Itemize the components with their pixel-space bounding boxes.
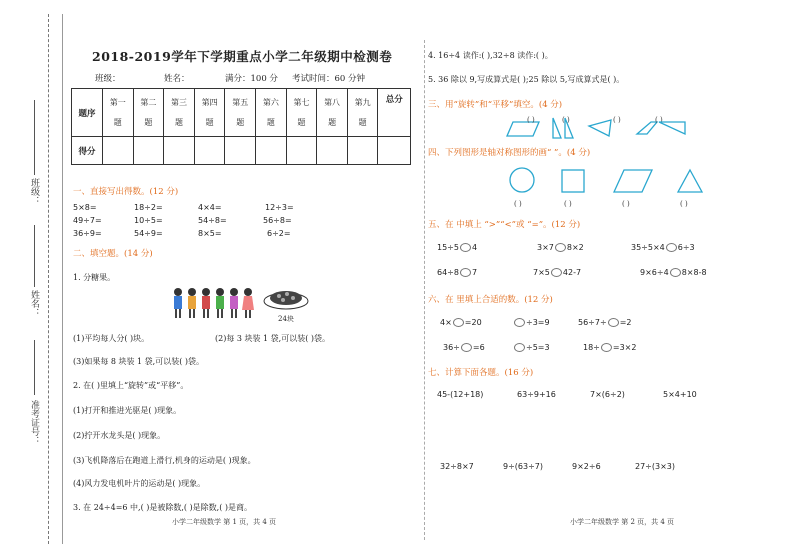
q2d-text: (4)风力发电机叶片的运动是( )现象。	[73, 479, 206, 488]
calc-expr: 63÷9+16	[517, 390, 556, 399]
col-3: 第三 题	[164, 89, 195, 137]
ticket-blank[interactable]	[34, 340, 35, 395]
score-cell[interactable]	[164, 137, 195, 165]
answer-circle[interactable]	[460, 243, 471, 252]
fill-item: ÷5=3	[513, 343, 550, 352]
score-cell[interactable]	[347, 137, 378, 165]
circle-shape	[510, 168, 534, 192]
score-cell[interactable]	[317, 137, 348, 165]
q5-text: 5. 36 除以 9,写成算式是( );25 除以 5,写成算式是( )。	[428, 75, 625, 84]
svg-text:( ): ( )	[613, 116, 621, 124]
calc-item: 54÷8=	[198, 216, 227, 225]
right-footer: 小学二年级数学 第 2 页，共 4 页	[570, 518, 675, 526]
calc-expr: 7×(6÷2)	[590, 390, 625, 399]
child-icon	[188, 288, 196, 318]
svg-text:( ): ( )	[564, 200, 572, 208]
calc-expr: 27÷(3×3)	[635, 462, 676, 471]
score-cell[interactable]	[103, 137, 134, 165]
child-icon	[202, 288, 210, 318]
children-illustration	[170, 286, 260, 322]
col-7: 第七 题	[286, 89, 317, 137]
shape-5	[637, 122, 657, 134]
answer-circle[interactable]	[608, 318, 619, 327]
q2b-text: (2)拧开水龙头是( )现象。	[73, 431, 166, 440]
calc-item: 5×8=	[73, 203, 97, 212]
row-label-score: 得分	[72, 137, 103, 165]
score-table	[71, 88, 411, 165]
answer-circle[interactable]	[461, 343, 472, 352]
fill-item: 4× =20	[440, 318, 482, 327]
answer-circle[interactable]	[460, 268, 471, 277]
shape-4	[589, 120, 611, 136]
answer-circle[interactable]	[666, 243, 677, 252]
answer-circle[interactable]	[601, 343, 612, 352]
motion-shapes	[505, 114, 705, 142]
col-5: 第五 题	[225, 89, 256, 137]
q1b-text: (2)每 3 块装 1 袋,可以装( )袋。	[215, 334, 331, 343]
cmp-item: 35÷5×4 6÷3	[631, 243, 695, 252]
q2c-text: (3)飞机降落后在跑道上滑行,机身的运动是( )现象。	[73, 456, 256, 465]
calc-expr: 32÷8×7	[440, 462, 474, 471]
shape-1	[507, 122, 539, 136]
calc-item: 18÷2=	[134, 203, 163, 212]
ticket-label: 准考证号：	[29, 400, 39, 445]
fill-item: ÷3=9	[513, 318, 550, 327]
name-blank[interactable]	[34, 225, 35, 287]
fill-item: 36÷ =6	[443, 343, 485, 352]
name-label: 姓名：	[29, 290, 39, 317]
calc-item: 12÷3=	[265, 203, 294, 212]
section-5-heading: 五、在 中填上 “>”“<”或 “=”。(12 分)	[428, 220, 581, 230]
section-7-heading: 七、计算下面各题。(16 分)	[428, 368, 534, 378]
candy-count: 24块	[278, 315, 294, 323]
calc-item: 49÷7=	[73, 216, 102, 225]
row-label-order: 题序	[72, 89, 103, 137]
calc-item: 8×5=	[198, 229, 222, 238]
cmp-item: 15÷5 4	[437, 243, 478, 252]
shape-2	[553, 118, 561, 138]
col-1: 第一 题	[103, 89, 134, 137]
cmp-item: 7×5 42-7	[533, 268, 582, 277]
child-icon	[230, 288, 238, 318]
svg-text:( ): ( )	[622, 200, 630, 208]
col-6: 第六 题	[256, 89, 287, 137]
q3-text: 3. 在 24÷4=6 中,( )是被除数,( )是除数,( )是商。	[73, 503, 253, 512]
child-icon	[242, 288, 254, 318]
svg-text:( ): ( )	[514, 200, 522, 208]
q2a-text: (1)打开和推进光驱是( )现象。	[73, 406, 182, 415]
q4-text: 4. 16÷4 读作:( ),32÷8 读作:( )。	[428, 51, 553, 60]
cmp-item: 64÷8 7	[437, 268, 478, 277]
shape-6	[659, 122, 685, 134]
class-label: 班级：	[29, 178, 39, 205]
calc-item: 4×4=	[198, 203, 222, 212]
calc-expr: 45-(12+18)	[437, 390, 484, 399]
col-2: 第二 题	[133, 89, 164, 137]
class-blank[interactable]	[34, 100, 35, 175]
cmp-item: 9×6÷4 8×8-8	[640, 268, 707, 277]
section-3-heading: 三、用“旋转”和“平移”填空。(4 分)	[428, 100, 563, 110]
q1c-text: (3)如果每 8 块装 1 袋,可以装( )袋。	[73, 357, 205, 366]
q2-text: 2. 在( )里填上“旋转”或“平移”。	[73, 381, 189, 390]
answer-circle[interactable]	[514, 343, 525, 352]
answer-circle[interactable]	[555, 243, 566, 252]
score-cell[interactable]	[194, 137, 225, 165]
name-field: 姓名：	[164, 74, 190, 84]
class-field: 班级：	[95, 74, 121, 84]
section-4-heading: 四、下列图形是轴对称图形的画“ ”。(4 分)	[428, 148, 591, 158]
answer-circle[interactable]	[551, 268, 562, 277]
square-shape	[562, 170, 584, 192]
exam-time: 考试时间：60 分钟	[292, 74, 366, 84]
calc-expr: 5×4+10	[663, 390, 697, 399]
q1-text: 1. 分糖果。	[73, 273, 116, 282]
answer-circle[interactable]	[670, 268, 681, 277]
score-cell[interactable]	[225, 137, 256, 165]
calc-item: 36÷9=	[73, 229, 102, 238]
calc-item: 54÷9=	[134, 229, 163, 238]
svg-text:( ): ( )	[527, 116, 535, 124]
col-8: 第八 题	[317, 89, 348, 137]
svg-text:( ): ( )	[655, 116, 663, 124]
section-6-heading: 六、在 里填上合适的数。(12 分)	[428, 295, 553, 305]
section-1-heading: 一、直接写出得数。(12 分)	[73, 187, 179, 197]
total-col: 总分	[378, 89, 411, 137]
svg-text:( ): ( )	[680, 200, 688, 208]
page-title: 2018-2019学年下学期重点小学二年级期中检测卷	[92, 49, 393, 64]
cmp-item: 3×7 8×2	[537, 243, 584, 252]
score-cell[interactable]	[256, 137, 287, 165]
answer-circle[interactable]	[453, 318, 464, 327]
fill-item: 18÷ =3×2	[583, 343, 637, 352]
triangle-shape	[678, 170, 702, 192]
calc-item: 56÷8=	[263, 216, 292, 225]
binding-solid-line	[62, 14, 63, 544]
answer-circle[interactable]	[514, 318, 525, 327]
svg-text:( ): ( )	[562, 116, 570, 124]
calc-expr: 9×2÷6	[572, 462, 601, 471]
score-cell[interactable]	[286, 137, 317, 165]
left-footer: 小学二年级数学 第 1 页，共 4 页	[172, 518, 277, 526]
page-divider	[424, 40, 425, 540]
section-2-heading: 二、填空题。(14 分)	[73, 249, 153, 259]
calc-item: 6÷2=	[267, 229, 291, 238]
binding-dashed-line	[48, 14, 49, 544]
q1a-text: (1)平均每人分( )块。	[73, 334, 150, 343]
col-4: 第四 题	[194, 89, 225, 137]
fill-item: 56÷7÷ =2	[578, 318, 632, 327]
parallelogram-shape	[614, 170, 652, 192]
child-icon	[216, 288, 224, 318]
full-score: 满分：100 分	[225, 74, 278, 84]
score-cell[interactable]	[378, 137, 411, 165]
calc-item: 10÷5=	[134, 216, 163, 225]
col-9: 第九 题	[347, 89, 378, 137]
child-icon	[174, 288, 182, 318]
calc-expr: 9÷(63÷7)	[503, 462, 544, 471]
candy-plate-icon	[262, 286, 310, 312]
score-cell[interactable]	[133, 137, 164, 165]
symmetry-shapes	[508, 166, 708, 210]
